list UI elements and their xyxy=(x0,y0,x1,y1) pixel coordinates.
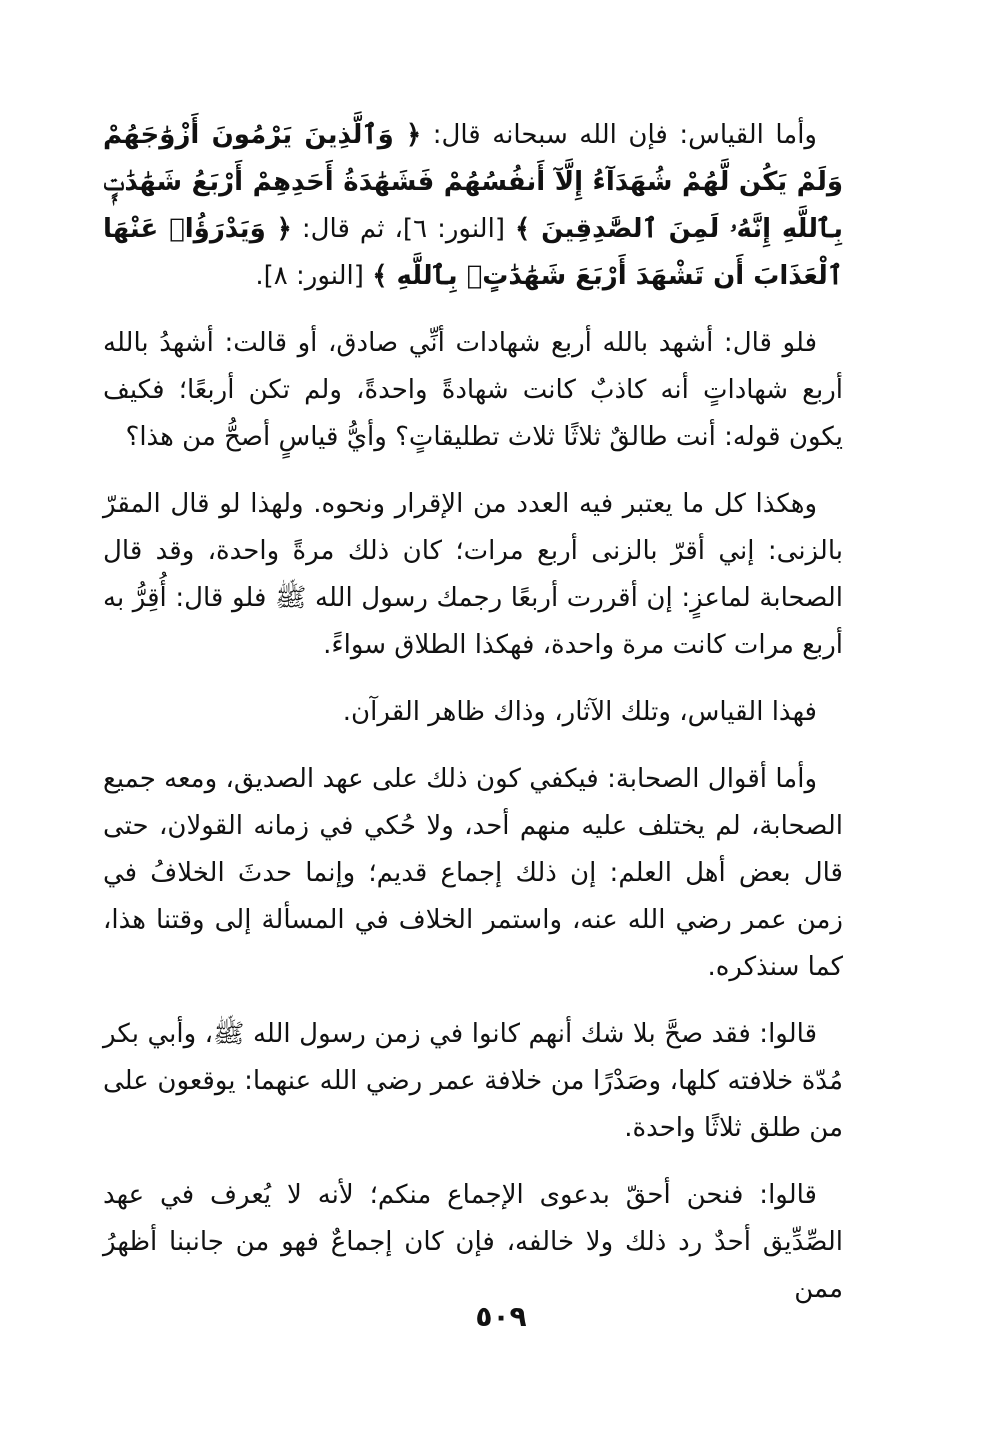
verse-2-reference: [النور: ٨]. xyxy=(255,261,373,291)
paragraph-4: فهذا القياس، وتلك الآثار، وذاك ظاهر القرآن. xyxy=(342,697,817,727)
paragraph-1 xyxy=(103,112,843,300)
verse-1-reference: [النور: ٦]، ثم قال: xyxy=(291,214,516,244)
paragraph-3: وهكذا كل ما يعتبر فيه العدد من الإقرار ونحوه. ولهذا لو قال المقرّ بالزنى: إني أقرّ بالزنى أربع مرات؛ كان ذلك مرةً واحدة، وقد قال الصحابة لماعزٍ: إن أقررت أربعًا رجمك رسول الله ﷺ فلو قال: أُقِرُّ به أربع مرات كانت مرة واحدة، فهكذا الطلاق سواءً. xyxy=(103,489,843,660)
paragraph-1-intro: وأما القياس: فإن الله سبحانه قال: xyxy=(421,120,817,150)
quran-verse-2: ﴿ وَيَدْرَؤُا۟ عَنْهَا ٱلْعَذَابَ أَن تَشْهَدَ أَرْبَعَ شَهَٰدَٰتٍۭ بِٱللَّهِ ﴾ xyxy=(103,214,843,291)
page-number: ٥٠٩ xyxy=(475,1300,527,1333)
paragraph-7: قالوا: فنحن أحقّ بدعوى الإجماع منكم؛ لأنه لا يُعرف في عهد الصِّدِّيق أحدٌ رد ذلك ولا خالفه، فإن كان إجماعٌ فهو من جانبنا أظهرُ ممن xyxy=(103,1180,843,1304)
main-text xyxy=(103,112,843,1333)
paragraph-2: فلو قال: أشهد بالله أربع شهادات أنِّي صادق، أو قالت: أشهدُ بالله أربع شهاداتٍ أنه كاذبٌ كانت شهادةً واحدةً، ولم تكن أربعًا؛ فكيف يكون قوله: أنت طالقٌ ثلاثًا ثلاث تطليقاتٍ؟ وأيُّ قياسٍ أصحُّ من هذا؟ xyxy=(103,328,843,452)
paragraph-6: قالوا: فقد صحَّ بلا شك أنهم كانوا في زمن رسول الله ﷺ، وأبي بكر مُدّة خلافته كلها، وصَدْرًا من خلافة عمر رضي الله عنهما: يوقعون على من طلق ثلاثًا واحدة. xyxy=(103,1019,843,1143)
paragraph-5: وأما أقوال الصحابة: فيكفي كون ذلك على عهد الصديق، ومعه جميع الصحابة، لم يختلف عليه منهم أحد، ولا حُكي في زمانه القولان، حتى قال بعض أهل العلم: إن ذلك إجماع قديم؛ وإنما حدثَ الخلافُ في زمن عمر رضي الله عنه، واستمر الخلاف في المسألة إلى وقتنا هذا، كما سنذكره. xyxy=(103,764,843,982)
quran-verse-1: ﴿ وَٱلَّذِينَ يَرْمُونَ أَزْوَٰجَهُمْ وَلَمْ يَكُن لَّهُمْ شُهَدَآءُ إِلَّآ أَنفُسُهُمْ فَشَهَٰدَةُ أَحَدِهِمْ أَرْبَعُ شَهَٰدَٰتٍۭ بِٱللَّهِ إِنَّهُۥ لَمِنَ ٱلصَّٰدِقِينَ ﴾ xyxy=(103,120,843,244)
